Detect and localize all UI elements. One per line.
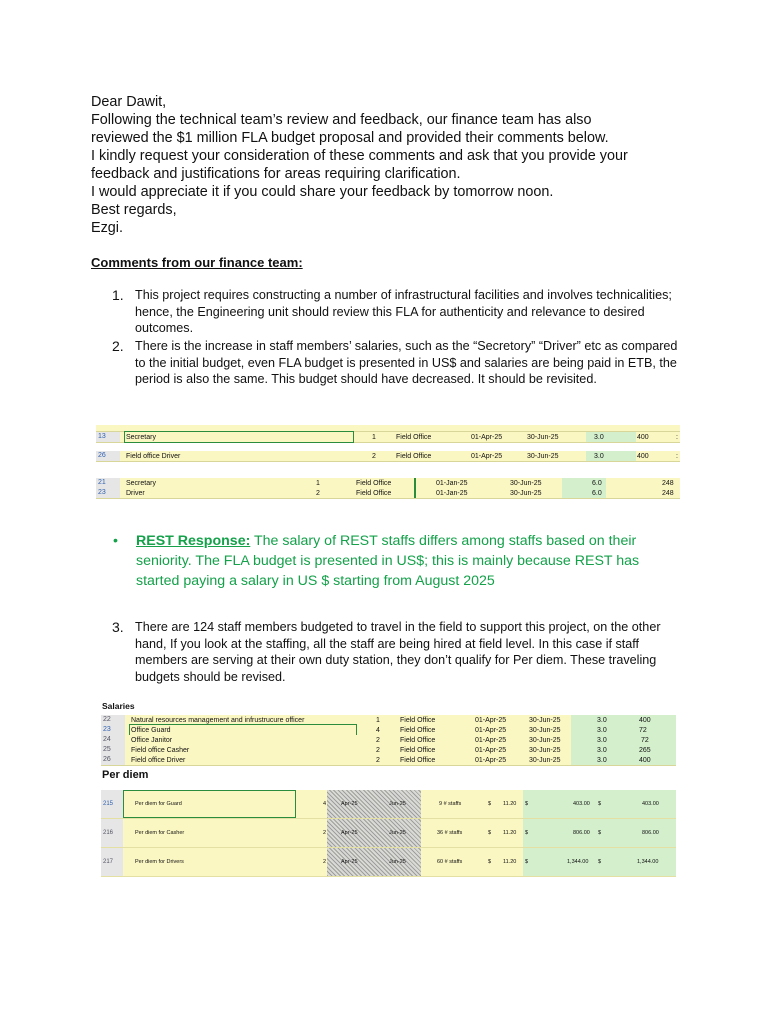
cell-rate: 400	[637, 434, 649, 441]
cell-location: Field Office	[400, 717, 436, 724]
cell-start: 01-Jan-25	[436, 480, 468, 487]
cell-end: 30-Jun-25	[510, 490, 542, 497]
cell-name: Secretary	[126, 434, 156, 441]
row-number: 23	[96, 488, 120, 498]
cell-qty: 2	[316, 490, 320, 497]
cell-months: 6.0	[592, 480, 602, 487]
letter-line: Ezgi.	[91, 220, 123, 236]
cell-rate: 400	[639, 717, 651, 724]
cell-total: 1,344.00	[637, 859, 659, 865]
cell-location: Field Office	[400, 757, 436, 764]
column-marker	[414, 478, 416, 498]
cell-currency: $	[525, 830, 529, 836]
green-cell	[571, 755, 676, 765]
response-text	[136, 531, 673, 591]
response-label: REST Response:	[136, 533, 251, 549]
cell-selection	[123, 790, 296, 818]
cell-name: Per diem for Guard	[135, 801, 182, 807]
item-text: There are 124 staff members budgeted to travel in the field to support this project, on the other hand, If you look at the staffing, all the staff are being hired at field level. In this case if staff members are serving at their own duty station, they don’t qualify for Per diem. These traveling budgets should be revised.	[135, 620, 661, 684]
cell-rate: 11.20	[503, 859, 517, 865]
cell-trips: 9 # staffs	[439, 801, 462, 807]
cell-end: 30-Jun-25	[527, 434, 559, 441]
cell-name: Driver	[126, 490, 145, 497]
cell-end: Jun-25	[389, 801, 406, 807]
table-row	[96, 432, 680, 443]
cell-location: Field Office	[400, 737, 436, 744]
cell-end: 30-Jun-25	[510, 480, 542, 487]
row-number: 217	[101, 848, 123, 876]
cell-extra: :	[676, 434, 678, 441]
cell-rate: 400	[639, 757, 651, 764]
cell-extra: :	[676, 453, 678, 460]
cell-qty: 2	[323, 859, 327, 865]
cell-rate: 248	[662, 480, 674, 487]
cell-rate: 72	[639, 727, 647, 734]
letter-line: reviewed the $1 million FLA budget proposal and provided their comments below.	[91, 130, 609, 146]
row-number: 21	[96, 478, 120, 488]
cell-location: Field Office	[396, 453, 432, 460]
cell-currency: $	[525, 801, 529, 807]
letter-line: Best regards,	[91, 202, 177, 218]
cell-rate: 248	[662, 490, 674, 497]
cell-end: 30-Jun-25	[529, 747, 561, 754]
cell-total: 806.00	[642, 830, 659, 836]
cell-name: Office Guard	[131, 727, 171, 734]
cell-months: 3.0	[597, 737, 607, 744]
cell-qty: 1	[372, 434, 376, 441]
cell-currency: $	[598, 830, 602, 836]
table-row	[96, 488, 680, 499]
cell-currency: $	[488, 801, 492, 807]
letter-line: I kindly request your consideration of these comments and ask that you provide your	[91, 148, 628, 164]
section-title: Salaries	[102, 701, 135, 711]
cell-rate: 72	[641, 737, 649, 744]
letter-line: Dear Dawit,	[91, 94, 167, 110]
cell-months: 3.0	[594, 453, 604, 460]
cell-start: 01-Apr-25	[475, 727, 507, 734]
cell-trips: 60 # staffs	[437, 859, 463, 865]
cell-qty: 1	[376, 717, 380, 724]
letter-body	[91, 93, 691, 237]
cell-months: 3.0	[597, 757, 607, 764]
green-cell	[571, 715, 676, 725]
cell-qty: 4	[323, 801, 327, 807]
cell-rate: 11.20	[503, 801, 517, 807]
row-number: 22	[101, 715, 125, 725]
cell-qty: 2	[376, 737, 380, 744]
section-title: Per diem	[102, 769, 149, 781]
cell-rate: 265	[639, 747, 651, 754]
cell-currency: $	[488, 859, 492, 865]
table-row	[96, 451, 680, 462]
cell-rate: 400	[637, 453, 649, 460]
row-number: 25	[101, 745, 125, 755]
cell-name: Field office Driver	[126, 453, 181, 460]
cell-qty: 1	[316, 480, 320, 487]
cell-start: 01-Apr-25	[475, 757, 507, 764]
cell-name: Field office Driver	[131, 757, 186, 764]
cell-total: 403.00	[642, 801, 659, 807]
cell-location: Field Office	[396, 434, 432, 441]
green-cell	[571, 735, 676, 745]
cell-end: 30-Jun-25	[529, 757, 561, 764]
row-number: 26	[96, 451, 120, 461]
cell-start: 01-Apr-25	[471, 434, 503, 441]
cell-qty: 2	[376, 747, 380, 754]
cell-name: Field office Casher	[131, 747, 190, 754]
cell-location: Field Office	[400, 747, 436, 754]
item-number: 3.	[112, 619, 124, 635]
green-cell	[571, 745, 676, 755]
cell-location: Field Office	[400, 727, 436, 734]
cell-currency: $	[488, 830, 492, 836]
cell-qty: 4	[376, 727, 380, 734]
cell-location: Field Office	[356, 480, 392, 487]
item-number: 1.	[112, 287, 124, 303]
spreadsheet-initial-salaries	[96, 478, 680, 500]
comment-item-1	[112, 287, 678, 337]
cell-end: 30-Jun-25	[527, 453, 559, 460]
green-cell	[571, 725, 676, 735]
spreadsheet-salaries	[101, 702, 676, 768]
cell-location: Field Office	[356, 490, 392, 497]
cell-qty: 2	[323, 830, 327, 836]
cell-name: Per diem for Drivers	[135, 859, 184, 865]
response-body: The salary of REST staffs differs among staffs based on their seniority. The FLA budget is presented in US$; this is mainly because REST has started paying a salary in US $ starting from August 2025	[136, 533, 640, 589]
cell-months: 6.0	[592, 490, 602, 497]
cell-qty: 2	[376, 757, 380, 764]
cell-start: Apr-25	[341, 801, 358, 807]
cell-end: 30-Jun-25	[529, 727, 561, 734]
cell-trips: 36 # staffs	[437, 830, 463, 836]
cell-end: Jun-25	[389, 830, 406, 836]
table-row	[101, 790, 676, 819]
cell-name: Office Janitor	[131, 737, 173, 744]
cell-rate: 11.20	[503, 830, 517, 836]
cell-start: Apr-25	[341, 830, 358, 836]
letter-line: Following the technical team’s review and feedback, our finance team has also	[91, 112, 592, 128]
cell-start: 01-Apr-25	[475, 717, 507, 724]
row-number: 216	[101, 819, 123, 847]
cell-name: Per diem for Casher	[135, 830, 185, 836]
cell-currency: $	[525, 859, 529, 865]
cell-currency: $	[598, 801, 602, 807]
comments-heading: Comments from our finance team:	[91, 255, 303, 270]
comment-item-2	[112, 338, 678, 404]
cell-start: 01-Apr-25	[475, 747, 507, 754]
cell-start: 01-Jan-25	[436, 490, 468, 497]
cell-end: 30-Jun-25	[529, 737, 561, 744]
item-text: This project requires constructing a number of infrastructural facilities and involves technicalities; hence, the Engineering unit should review this FLA for authenticity and relevance to desired outcomes.	[135, 288, 672, 335]
cell-start: Apr-25	[341, 859, 358, 865]
cell-end: Jun-25	[389, 859, 406, 865]
cell-start: 01-Apr-25	[475, 737, 507, 744]
cell-total: 1,344.00	[567, 859, 589, 865]
cell-start: 01-Apr-25	[471, 453, 503, 460]
cell-months: 3.0	[597, 727, 607, 734]
cell-selection	[124, 431, 354, 443]
table-row	[101, 755, 676, 766]
letter-line: feedback and justifications for areas requiring clarification.	[91, 166, 461, 182]
bullet-icon: •	[113, 533, 118, 549]
item-text: There is the increase in staff members’ salaries, such as the “Secretory” “Driver” etc as compared to the initial budget, even FLA budget is presented in US$ and salaries are being paid in ETB, the period is also the same. This budget should have decreased. It should be revisited.	[135, 339, 678, 386]
cell-name: Natural resources management and infrustrucure officer	[131, 717, 305, 724]
row-number: 13	[96, 432, 120, 442]
cell-months: 3.0	[597, 747, 607, 754]
cell-total: 806.00	[573, 830, 590, 836]
comment-item-3	[112, 619, 678, 685]
row-number: 215	[101, 790, 123, 818]
cell-name: Secretary	[126, 480, 156, 487]
cell-months: 3.0	[597, 717, 607, 724]
letter-line: I would appreciate it if you could share your feedback by tomorrow noon.	[91, 184, 554, 200]
item-number: 2.	[112, 338, 124, 354]
cell-end: 30-Jun-25	[529, 717, 561, 724]
row-number: 24	[101, 735, 125, 745]
cell-total: 403.00	[573, 801, 590, 807]
table-row	[101, 848, 676, 877]
cell-qty: 2	[372, 453, 376, 460]
spreadsheet-fla-salaries	[96, 425, 680, 465]
spreadsheet-per-diem	[101, 771, 676, 877]
cell-currency: $	[598, 859, 602, 865]
row-number: 26	[101, 755, 125, 765]
row-number: 23	[101, 725, 125, 735]
table-row	[101, 819, 676, 848]
cell-months: 3.0	[594, 434, 604, 441]
